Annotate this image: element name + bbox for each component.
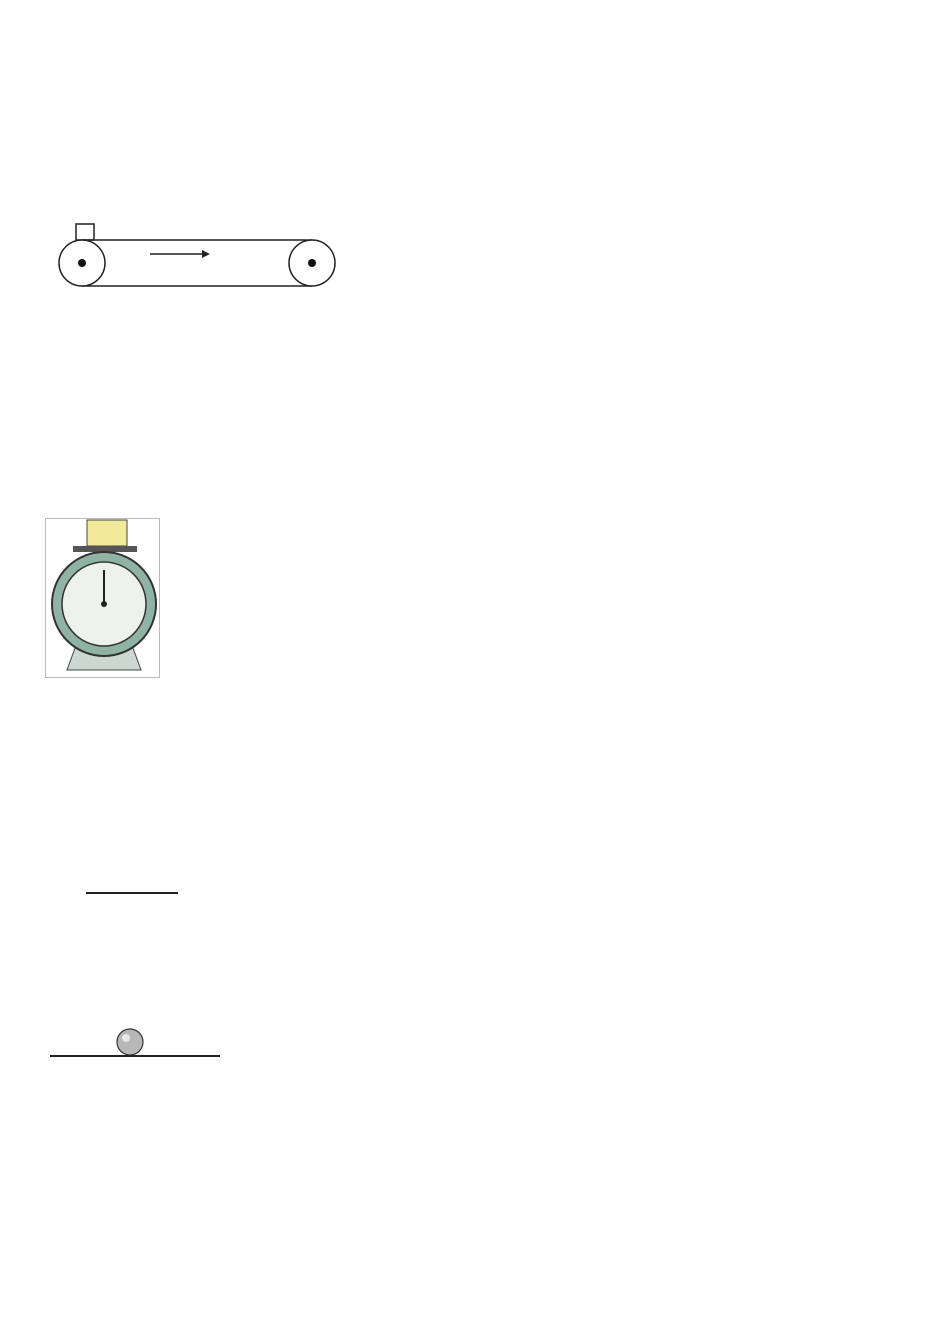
left-pulley-axle [78, 259, 86, 267]
spring-scale-figure [45, 518, 160, 678]
spring-ball-figure [48, 876, 223, 1074]
wood-block [76, 224, 94, 240]
right-pulley-axle [308, 259, 316, 267]
ball [117, 1029, 143, 1055]
object-block [87, 520, 127, 546]
conveyor-belt-figure [56, 210, 336, 290]
velocity-arrowhead [202, 250, 210, 258]
